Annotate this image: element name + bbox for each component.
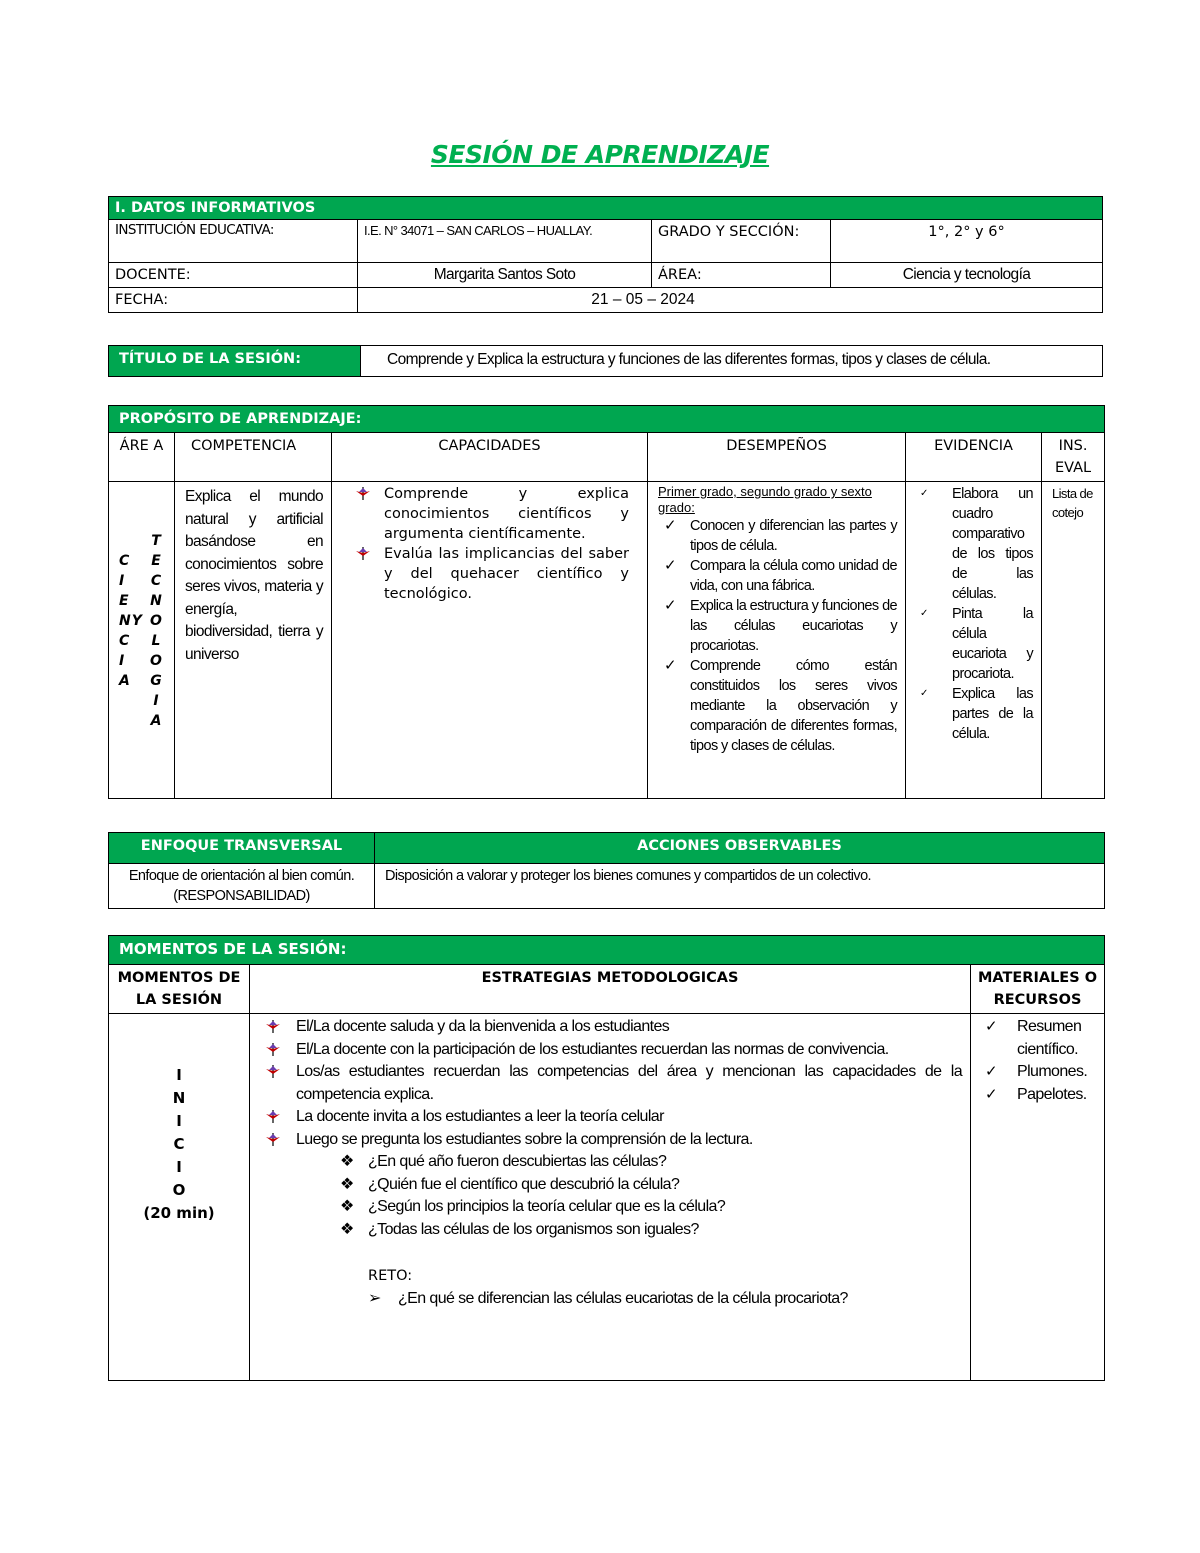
capacidad-item: Comprende y explica conocimientos científicos y argumenta científicamente.: [350, 484, 629, 544]
desempenos-intro: Primer grado, segundo grado y sexto grado:: [658, 484, 872, 515]
ins-eval-cell: Lista de cotejo: [1042, 482, 1105, 799]
material-item: ✓ Plumones.: [983, 1061, 1098, 1084]
datos-header: I. DATOS INFORMATIVOS: [109, 197, 1103, 220]
institucion-value: I.E. N° 34071 – SAN CARLOS – HUALLAY.: [358, 220, 652, 263]
col-desempenos: DESEMPEÑOS: [648, 433, 906, 482]
col-ins-eval: INS. EVAL: [1042, 433, 1105, 482]
reto-item: ➢ ¿En qué se diferencian las células eucariotas de la célula procariota?: [368, 1288, 962, 1311]
proposito-header: PROPÓSITO DE APRENDIZAJE:: [109, 406, 1105, 433]
area-tecnologia-letters: T E C N O L O G I A: [150, 533, 162, 729]
check-icon: ✓: [664, 657, 676, 674]
page-title: SESIÓN DE APRENDIZAJE: [430, 140, 770, 169]
estrategia-item: La docente invita a los estudiantes a leer la teoría celular: [258, 1106, 962, 1129]
area-cell: [109, 482, 175, 799]
estrategia-item: El/La docente saluda y da la bienvenida a los estudiantes: [258, 1016, 962, 1039]
institucion-label: INSTITUCIÓN EDUCATIVA:: [109, 220, 358, 263]
bullet-icon: [266, 1043, 280, 1056]
enfoque-table: [108, 832, 1105, 909]
docente-value: Margarita Santos Soto: [358, 263, 652, 288]
grado-label: GRADO Y SECCIÓN:: [652, 220, 831, 263]
titulo-label: TÍTULO DE LA SESIÓN:: [109, 346, 361, 377]
bullet-icon: [266, 1065, 280, 1078]
titulo-value: Comprende y Explica la estructura y funciones de las diferentes formas, tipos y clases de célula.: [361, 346, 1103, 377]
desempeno-item: ✓ Comprende cómo están constituidos los seres vivos mediante la observación y comparación de diferentes formas, tipos y clases de células.: [664, 657, 897, 754]
desempeno-item: ✓ Conocen y diferencian las partes y tipos de célula.: [664, 517, 897, 554]
fecha-label: FECHA:: [109, 288, 358, 313]
area-ciencia-letters: C I E NY C I A: [119, 553, 142, 689]
momentos-header: MOMENTOS DE LA SESIÓN:: [109, 936, 1105, 965]
estrategias-cell: [250, 1014, 971, 1381]
materiales-cell: [971, 1014, 1105, 1381]
check-icon: ✓: [664, 517, 676, 534]
momentos-table: [108, 935, 1105, 1381]
evidencia-item: ✓ Pinta la célula eucariota y procariota.: [920, 606, 1033, 682]
pregunta-item: ❖ ¿En qué año fueron descubiertas las células?: [338, 1151, 962, 1174]
bullet-icon: [266, 1110, 280, 1123]
area-value: Ciencia y tecnología: [831, 263, 1103, 288]
estrategia-item: Los/as estudiantes recuerdan las competencias del área y mencionan las capacidades de la competencia explica.: [258, 1061, 962, 1106]
col-capacidades: CAPACIDADES: [332, 433, 648, 482]
acciones-value: Disposición a valorar y proteger los bienes comunes y compartidos de un colectivo.: [375, 864, 1105, 909]
check-icon: ✓: [920, 608, 928, 619]
evidencia-item: ✓ Elabora un cuadro comparativo de los tipos de las células.: [920, 486, 1033, 602]
competencia-cell: Explica el mundo natural y artificial basándose en conocimientos sobre seres vivos, materia y energía, biodiversidad, tierra y universo: [175, 482, 332, 799]
bullet-icon: [266, 1020, 280, 1033]
enfoque-value: Enfoque de orientación al bien común. (RESPONSABILIDAD): [109, 864, 375, 909]
material-item: ✓ Resumen científico.: [985, 1018, 1082, 1058]
pregunta-item: ❖ ¿Según los principios la teoría celular que es la célula?: [338, 1196, 962, 1219]
evidencia-item: ✓ Explica las partes de la célula.: [920, 686, 1033, 742]
estrategia-item: El/La docente con la participación de los estudiantes recuerdan las normas de convivencia.: [258, 1039, 962, 1062]
material-item: ✓ Papelotes.: [983, 1084, 1098, 1107]
desempeno-item: ✓ Compara la célula como unidad de vida, con una fábrica.: [664, 557, 897, 594]
bullet-icon: [356, 487, 370, 500]
pregunta-item: ❖ ¿Todas las células de los organismos son iguales?: [338, 1219, 962, 1242]
docente-label: DOCENTE:: [109, 263, 358, 288]
check-icon: ✓: [920, 688, 928, 699]
desempenos-cell: [648, 482, 906, 799]
capacidades-cell: [332, 482, 648, 799]
enfoque-header: ENFOQUE TRANSVERSAL: [109, 833, 375, 864]
estrategia-item: Luego se pregunta los estudiantes sobre la comprensión de la lectura.: [258, 1129, 962, 1152]
bullet-icon: [266, 1133, 280, 1146]
check-icon: ✓: [985, 1085, 997, 1103]
diamond-bullet-icon: ❖: [340, 1220, 354, 1238]
check-icon: ✓: [664, 557, 676, 574]
titulo-sesion-table: [108, 345, 1103, 377]
col-momentos: MOMENTOS DE LA SESIÓN: [109, 965, 250, 1014]
capacidad-item: Evalúa las implicancias del saber y del quehacer científico y tecnológico.: [350, 544, 629, 604]
diamond-bullet-icon: ❖: [340, 1175, 354, 1193]
desempeno-item: ✓ Explica la estructura y funciones de las células eucariotas y procariotas.: [664, 597, 897, 654]
inicio-label: I N I C I O (20 min): [143, 1066, 215, 1222]
col-estrategias: ESTRATEGIAS METODOLOGICAS: [250, 965, 971, 1014]
pregunta-item: ❖ ¿Quién fue el científico que descubrió la célula?: [338, 1174, 962, 1197]
reto-label: RETO:: [368, 1268, 413, 1284]
diamond-bullet-icon: ❖: [340, 1198, 354, 1215]
acciones-header: ACCIONES OBSERVABLES: [375, 833, 1105, 864]
check-icon: ✓: [664, 597, 676, 614]
check-icon: ✓: [985, 1018, 997, 1035]
col-area: ÁRE A: [109, 433, 175, 482]
check-icon: ✓: [985, 1063, 997, 1080]
col-evidencia: EVIDENCIA: [906, 433, 1042, 482]
grado-value: 1°, 2° y 6°: [831, 220, 1103, 263]
diamond-bullet-icon: ❖: [340, 1153, 354, 1170]
arrow-bullet-icon: ➢: [368, 1289, 381, 1307]
col-competencia: COMPETENCIA: [175, 433, 332, 482]
fecha-value: 21 – 05 – 2024: [358, 288, 1103, 313]
bullet-icon: [356, 547, 370, 560]
proposito-table: [108, 405, 1105, 799]
evidencia-cell: [906, 482, 1042, 799]
datos-informativos-table: [108, 196, 1103, 313]
area-label: ÁREA:: [652, 263, 831, 288]
check-icon: ✓: [920, 488, 928, 499]
inicio-cell: [109, 1014, 250, 1381]
col-materiales: MATERIALES O RECURSOS: [971, 965, 1105, 1014]
